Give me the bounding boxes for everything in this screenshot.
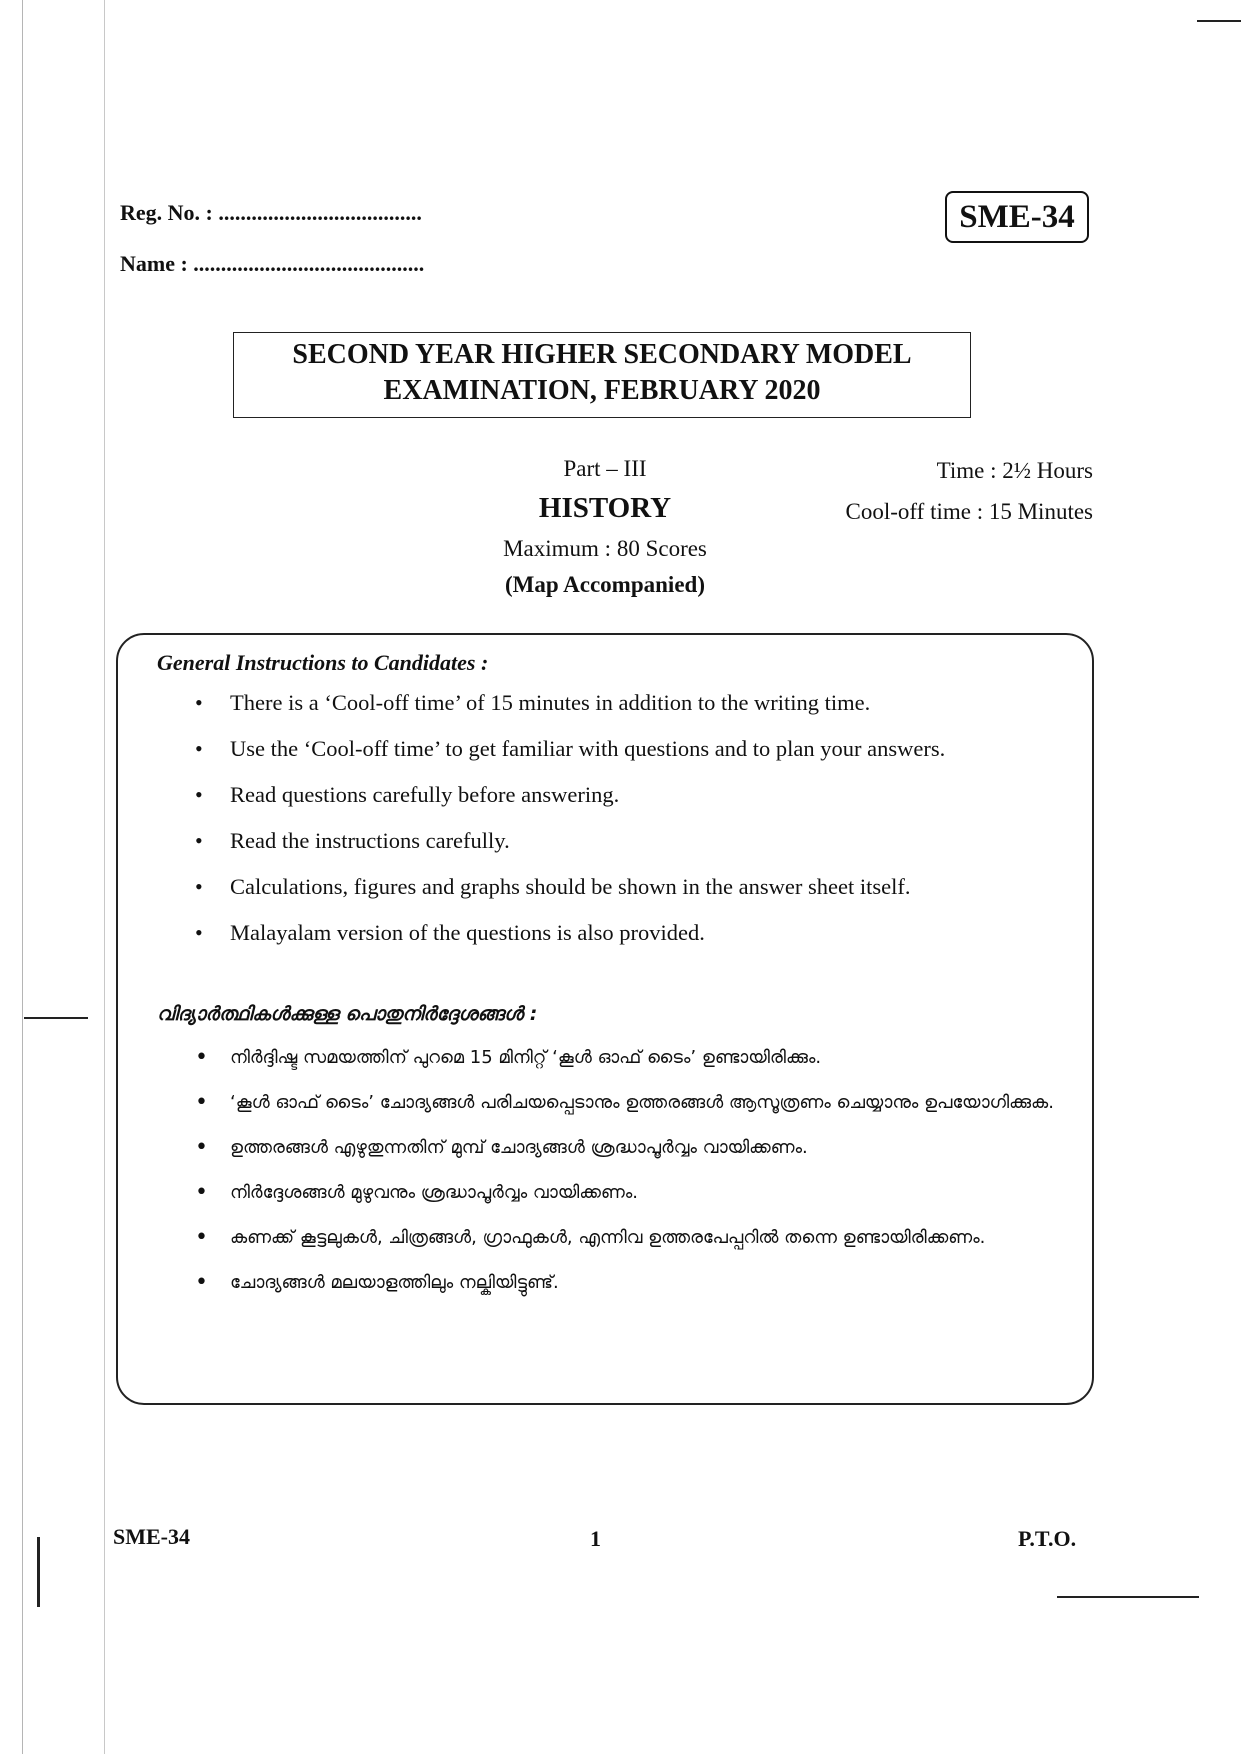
page-number: 1: [590, 1526, 601, 1551]
list-item: [195, 1267, 1068, 1298]
bullet-icon: •: [195, 1225, 208, 1250]
exam-title-line1: SECOND YEAR HIGHER SECONDARY MODEL: [292, 339, 912, 370]
bullet-icon: •: [195, 874, 203, 899]
list-item: [195, 918, 1055, 948]
paper-code-badge: SME-34: [945, 191, 1089, 243]
footer-paper-code: SME-34: [113, 1524, 190, 1549]
exam-part: Part – III: [563, 456, 647, 481]
scan-edge-mark: [37, 1537, 40, 1607]
instruction-text: There is a ‘Cool-off time’ of 15 minutes in addition to the writing time.: [230, 690, 871, 715]
list-item: [195, 872, 1055, 902]
reg-no-field: Reg. No. : .....................................: [120, 200, 422, 225]
map-note: (Map Accompanied): [505, 572, 705, 597]
instruction-text: നിർദ്ദേശങ്ങൾ മുഴുവനും ശ്രദ്ധാപൂർവ്വം വായിക്കണം.: [230, 1182, 638, 1203]
instruction-text: Malayalam version of the questions is also provided.: [230, 920, 705, 945]
max-scores: Maximum : 80 Scores: [503, 536, 707, 561]
instruction-text: കണക്ക് കൂട്ടലുകൾ, ചിത്രങ്ങൾ, ഗ്രാഫുകൾ, എന്നിവ ഉത്തരപേപ്പറിൽ തന്നെ ഉണ്ടായിരിക്കണം.: [230, 1227, 986, 1248]
pto-label: P.T.O.: [1018, 1526, 1077, 1551]
instruction-text: ഉത്തരങ്ങൾ എഴുതുന്നതിന് മുമ്പ് ചോദ്യങ്ങൾ ശ്രദ്ധാപൂർവ്വം വായിക്കണം.: [230, 1137, 808, 1158]
instructions-heading-en: General Instructions to Candidates :: [157, 650, 489, 675]
bullet-icon: •: [195, 690, 203, 715]
cool-off-time: Cool-off time : 15 Minutes: [845, 499, 1093, 524]
scan-edge-mark: [24, 1017, 88, 1019]
bullet-icon: •: [195, 1270, 208, 1295]
list-item: [195, 826, 1055, 856]
scan-edge-mark: [1197, 20, 1241, 22]
list-item: [195, 780, 1055, 810]
list-item: [195, 688, 1055, 718]
instruction-text: Use the ‘Cool-off time’ to get familiar with questions and to plan your answers.: [230, 736, 946, 761]
bullet-icon: •: [195, 782, 203, 807]
scan-margin-line: [104, 0, 105, 1754]
list-item: [195, 1087, 1068, 1118]
bullet-icon: •: [195, 1180, 208, 1205]
instruction-text: Calculations, figures and graphs should be shown in the answer sheet itself.: [230, 874, 911, 899]
scan-margin-line: [22, 0, 23, 1754]
instruction-text: Read the instructions carefully.: [230, 828, 510, 853]
name-field: Name : ..........................................: [120, 251, 425, 276]
instruction-text: ചോദ്യങ്ങൾ മലയാളത്തിലും നല്കിയിട്ടുണ്ട്.: [230, 1272, 559, 1293]
exam-title-line2: EXAMINATION, FEBRUARY 2020: [383, 375, 821, 406]
instructions-heading-ml: വിദ്യാർത്ഥികൾക്കുള്ള പൊതുനിർദ്ദേശങ്ങൾ :: [157, 1003, 538, 1025]
instruction-text: Read questions carefully before answering.: [230, 782, 620, 807]
list-item: [195, 1177, 1068, 1208]
bullet-icon: •: [195, 1135, 208, 1160]
exam-subject: HISTORY: [538, 492, 672, 524]
instructions-list-en: [195, 688, 1055, 964]
bullet-icon: •: [195, 920, 203, 945]
bullet-icon: •: [195, 1090, 208, 1115]
list-item: [195, 1132, 1068, 1163]
scan-edge-mark: [1057, 1596, 1199, 1598]
instruction-text: നിർദ്ദിഷ്ട സമയത്തിന് പുറമെ 15 മിനിറ്റ് ‘കൂൾ ഓഫ് ടൈം’ ഉണ്ടായിരിക്കും.: [230, 1047, 822, 1068]
exam-title-box: [233, 332, 971, 418]
bullet-icon: •: [195, 828, 203, 853]
list-item: [195, 734, 1055, 764]
instructions-list-ml: [195, 1042, 1068, 1312]
bullet-icon: •: [195, 1045, 208, 1070]
bullet-icon: •: [195, 736, 203, 761]
exam-time: Time : 2½ Hours: [936, 458, 1093, 483]
instruction-text: ‘കൂൾ ഓഫ് ടൈം’ ചോദ്യങ്ങൾ പരിചയപ്പെടാനും ഉത്തരങ്ങൾ ആസൂത്രണം ചെയ്യാനും ഉപയോഗിക്കുക.: [230, 1092, 1054, 1113]
list-item: [195, 1042, 1068, 1073]
list-item: [195, 1222, 1068, 1253]
